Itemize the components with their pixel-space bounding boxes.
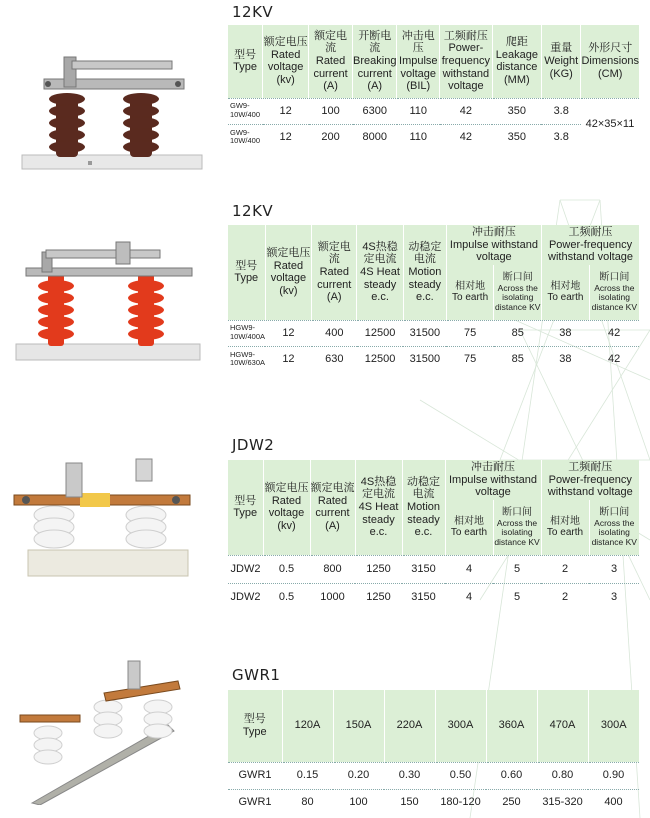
table-row [228, 789, 639, 816]
value-cell: 85 [494, 320, 542, 346]
value-cell: 75 [446, 320, 494, 346]
header-cell: 120A [282, 690, 333, 762]
value-cell: 5 [493, 583, 541, 611]
value-cell: 350 [492, 124, 541, 150]
subheader-cell: 断口间 Across the isolating distance KV [494, 265, 542, 320]
model-cell: GWR1 [228, 789, 282, 816]
table-row [228, 762, 639, 789]
table-row [228, 555, 639, 583]
value-cell: 12 [265, 346, 312, 372]
value-cell: 4 [445, 555, 493, 583]
header-cell: 470A [537, 690, 588, 762]
header-cell: 额定电压 Rated voltage (kv) [263, 25, 309, 98]
value-cell: 5 [493, 555, 541, 583]
value-cell: 3 [589, 583, 639, 611]
subheader-cell: 断口间 Across the isolating distance KV [589, 265, 639, 320]
model-cell: HGW9-10W/630A [228, 346, 265, 372]
section-title: JDW2 [232, 436, 275, 454]
spec-table-jdw2 [228, 460, 639, 611]
value-cell: 3 [589, 555, 639, 583]
header-cell: 重量 Weight (KG) [541, 25, 580, 98]
value-cell: 12 [263, 98, 309, 124]
header-cell: 冲击耐压 Impulse withstand voltage [446, 225, 541, 265]
header-cell: 工频耐压 Power-frequency withstand voltage [541, 460, 639, 500]
value-cell: 0.80 [537, 762, 588, 789]
header-cell: 型号 Type [228, 25, 263, 98]
header-cell: 额定电压 Rated voltage (kv) [265, 225, 312, 320]
spec-table-gw9 [228, 25, 639, 150]
value-cell: 42 [440, 98, 493, 124]
value-cell: 12 [265, 320, 312, 346]
value-cell: 1000 [310, 583, 355, 611]
value-cell: 1250 [355, 555, 402, 583]
value-cell: 2 [541, 583, 589, 611]
header-cell: 4S热稳定电流 4S Heat steady e.c. [357, 225, 404, 320]
value-cell: 315-320 [537, 789, 588, 816]
header-cell: 开断电流 Breaking current (A) [353, 25, 397, 98]
model-cell: GWR1 [228, 762, 282, 789]
jdw2-disconnector-image [6, 455, 206, 580]
value-cell: 8000 [353, 124, 397, 150]
gw9-disconnector-image [18, 55, 208, 175]
value-cell: 200 [309, 124, 353, 150]
header-cell: 工频耐压 Power-frequency withstand voltage [440, 25, 493, 98]
header-cell: 型号 Type [228, 460, 263, 555]
header-cell: 360A [486, 690, 537, 762]
header-cell: 额定电流 Rated current (A) [312, 225, 357, 320]
value-cell: 3.8 [541, 98, 580, 124]
subheader-cell: 相对地 To earth [541, 500, 589, 555]
value-cell: 38 [542, 320, 590, 346]
value-cell: 3.8 [541, 124, 580, 150]
value-cell: 75 [446, 346, 494, 372]
header-cell: 4S热稳定电流 4S Heat steady e.c. [355, 460, 402, 555]
value-cell: 42 [589, 346, 639, 372]
spec-table-gwr1 [228, 690, 639, 816]
value-cell: 0.50 [435, 762, 486, 789]
value-cell: 38 [542, 346, 590, 372]
value-cell: 400 [312, 320, 357, 346]
header-cell: 额定电流 Rated current (A) [310, 460, 355, 555]
value-cell: 350 [492, 98, 541, 124]
subheader-cell: 相对地 To earth [445, 500, 493, 555]
subheader-cell: 断口间 Across the isolating distance KV [589, 500, 639, 555]
value-cell: 100 [333, 789, 384, 816]
model-cell: HGW9-10W/400A [228, 320, 265, 346]
subheader-cell: 断口间 Across the isolating distance KV [493, 500, 541, 555]
section-title: 12KV [232, 202, 274, 220]
value-cell: 630 [312, 346, 357, 372]
value-cell: 0.20 [333, 762, 384, 789]
model-cell: GW9-10W/400 [228, 98, 263, 124]
value-cell: 800 [310, 555, 355, 583]
header-cell: 额定电流 Rated current (A) [309, 25, 353, 98]
value-cell: 42 [440, 124, 493, 150]
header-cell: 型号 Type [228, 225, 265, 320]
value-cell: 180-120 [435, 789, 486, 816]
header-cell: 220A [384, 690, 435, 762]
value-cell: 150 [384, 789, 435, 816]
header-cell: 爬距 Leakage distance (MM) [492, 25, 541, 98]
model-cell: GW9-10W/400 [228, 124, 263, 150]
table-row [228, 320, 639, 346]
model-cell: JDW2 [228, 555, 263, 583]
header-cell: 150A [333, 690, 384, 762]
header-cell: 冲击耐压 Impulse withstand voltage [445, 460, 541, 500]
hgw9-disconnector-image [12, 240, 208, 368]
subheader-cell: 相对地 To earth [446, 265, 494, 320]
table-row [228, 583, 639, 611]
value-cell: 0.30 [384, 762, 435, 789]
value-cell: 0.60 [486, 762, 537, 789]
value-cell: 31500 [403, 320, 446, 346]
section-title: 12KV [232, 3, 274, 21]
value-cell: 12500 [357, 346, 404, 372]
value-cell: 110 [397, 124, 440, 150]
value-cell: 42 [589, 320, 639, 346]
gwr1-disconnector-image [8, 655, 204, 805]
header-cell: 动稳定电流 Motion steady e.c. [402, 460, 445, 555]
header-cell: 外形尺寸 Dimensions (CM) [581, 25, 639, 98]
value-cell: 400 [588, 789, 639, 816]
header-cell: 300A [588, 690, 639, 762]
value-cell: 3150 [402, 555, 445, 583]
header-cell: 型号 Type [228, 690, 282, 762]
value-cell: 85 [494, 346, 542, 372]
value-cell: 0.90 [588, 762, 639, 789]
value-cell: 80 [282, 789, 333, 816]
table-row [228, 98, 639, 124]
value-cell: 0.5 [263, 583, 310, 611]
value-cell: 6300 [353, 98, 397, 124]
model-cell: JDW2 [228, 583, 263, 611]
value-cell: 100 [309, 98, 353, 124]
value-cell: 2 [541, 555, 589, 583]
value-cell: 12 [263, 124, 309, 150]
value-cell: 0.15 [282, 762, 333, 789]
value-cell: 250 [486, 789, 537, 816]
header-cell: 冲击电压 Impulse voltage (BIL) [397, 25, 440, 98]
value-cell: 0.5 [263, 555, 310, 583]
header-cell: 动稳定电流 Motion steady e.c. [403, 225, 446, 320]
table-row [228, 124, 639, 150]
value-cell: 4 [445, 583, 493, 611]
header-cell: 工频耐压 Power-frequency withstand voltage [542, 225, 639, 265]
value-cell: 31500 [403, 346, 446, 372]
value-cell: 12500 [357, 320, 404, 346]
value-cell: 3150 [402, 583, 445, 611]
value-cell: 110 [397, 98, 440, 124]
header-cell: 额定电压 Rated voltage (kv) [263, 460, 310, 555]
value-cell: 1250 [355, 583, 402, 611]
section-title: GWR1 [232, 666, 281, 684]
table-row [228, 346, 639, 372]
dimensions-cell: 42×35×11 [581, 98, 639, 150]
subheader-cell: 相对地 To earth [542, 265, 590, 320]
spec-table-hgw9 [228, 225, 639, 372]
header-cell: 300A [435, 690, 486, 762]
